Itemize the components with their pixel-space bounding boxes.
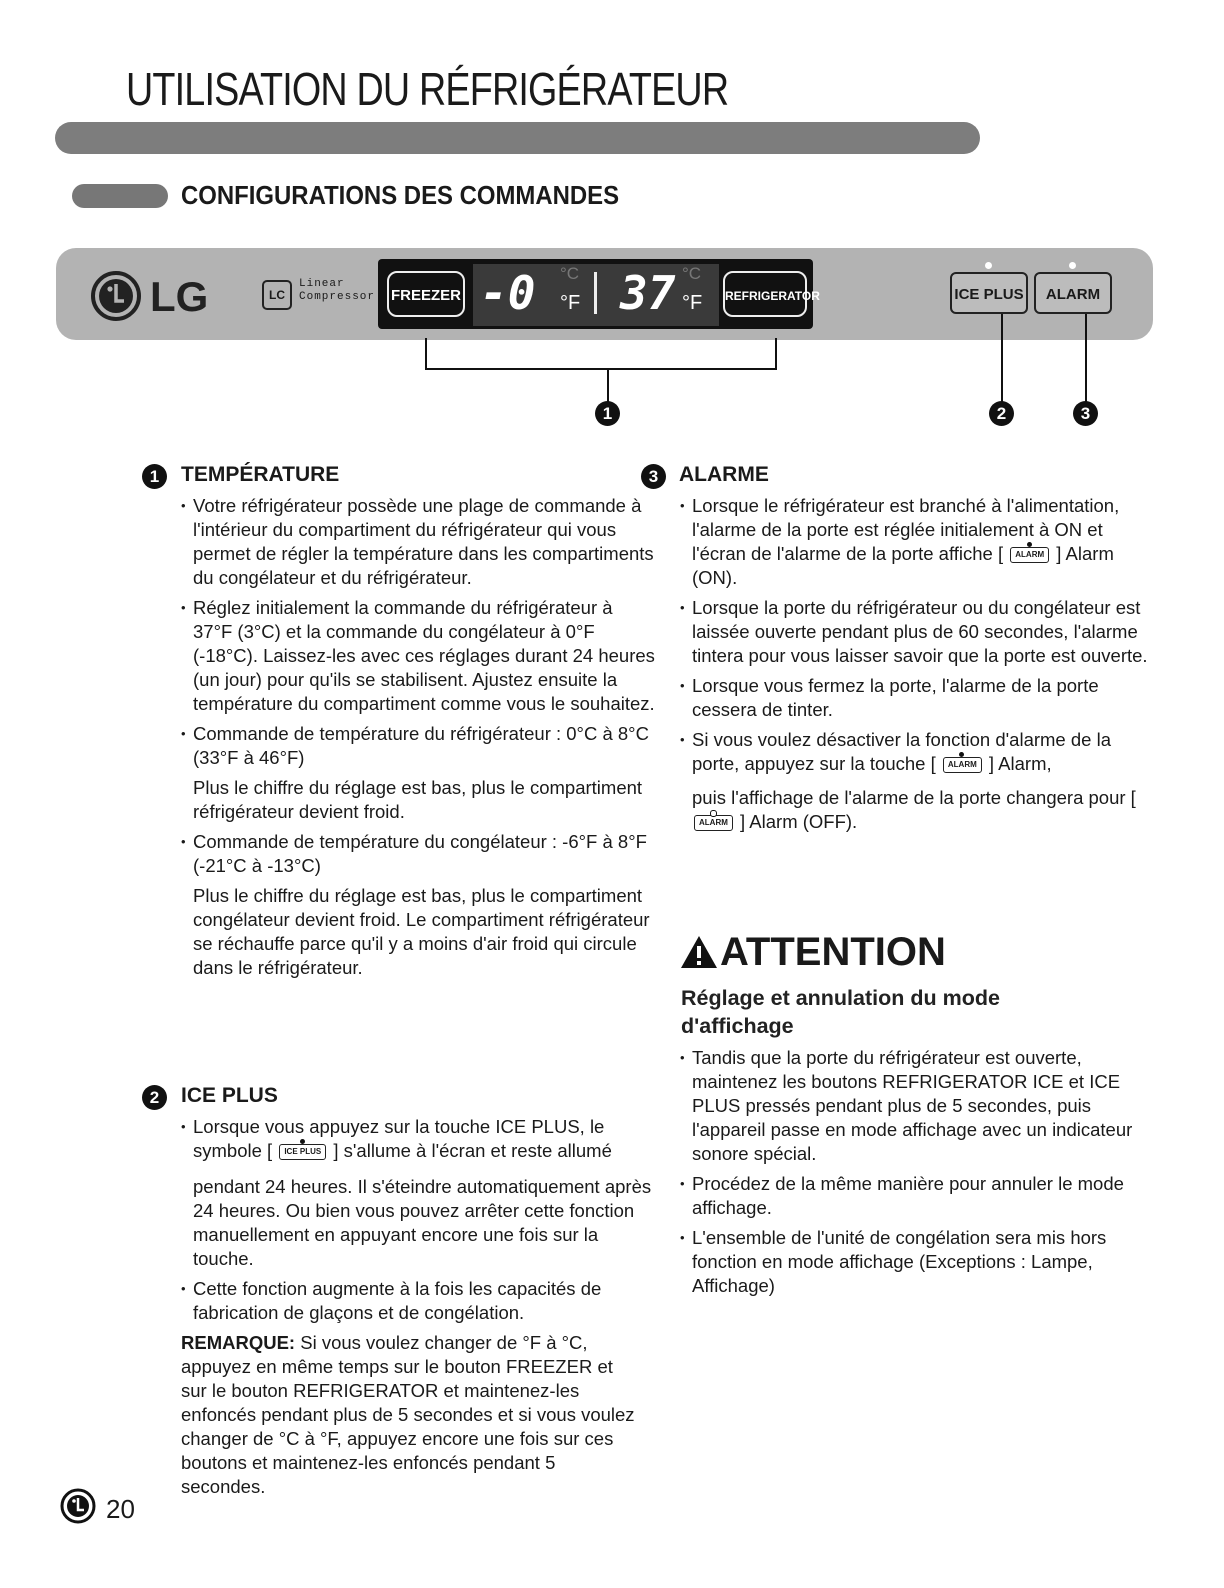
ice-plus-button[interactable]: ICE PLUS: [950, 272, 1028, 314]
list-item: [181, 1115, 655, 1163]
list-item: • Votre réfrigérateur possède une plage de commande à l'intérieur du compartiment du réfrigérateur qui vous permet de régler la température dans les compartiments du congélateur et du réfrigérateur.: [181, 494, 655, 590]
text: ] Alarm,: [988, 753, 1052, 774]
warning-icon: [680, 935, 718, 969]
list-item: [680, 494, 1160, 590]
remark-text: Si vous voulez changer de °F à °C, appuyez en même temps sur le bouton FREEZER et sur le bouton REFRIGERATOR et maintenez-les enfoncés pendant plus de 5 secondes et si vous voulez changer de °C à °F, appuyez encore une fois sur ces boutons et maintenez-les enfoncés pendant 5 secondes.: [181, 1332, 635, 1497]
paragraph: Plus le chiffre du réglage est bas, plus le compartiment congélateur devient froid. Le compartiment réfrigérateur se réchauffe parce qu'il y a moins d'air froid qui circule dans le réfrigérateur.: [193, 885, 650, 978]
remark: [181, 1331, 641, 1499]
list-item: • Cette fonction augmente à la fois les capacités de fabrication de glaçons et de congélation.: [181, 1277, 655, 1325]
list-item: • Procédez de la même manière pour annuler le mode affichage.: [680, 1172, 1150, 1220]
list-item: • L'ensemble de l'unité de congélation sera mis hors fonction en mode affichage (Exceptions : Lampe, Affichage): [680, 1226, 1150, 1298]
callout-line: [1001, 314, 1003, 402]
text: ] Alarm (OFF).: [740, 811, 858, 832]
attention-subtitle: Réglage et annulation du mode d'affichage: [681, 986, 1000, 1038]
remark-label: REMARQUE:: [181, 1332, 296, 1353]
refrigerator-button[interactable]: REFRIGERATOR: [723, 271, 807, 317]
alarme-body: [680, 494, 1160, 840]
callout-line: [607, 368, 609, 402]
alarm-button[interactable]: ALARM: [1034, 272, 1112, 314]
paragraph: pendant 24 heures. Il s'éteindre automatiquement après 24 heures. Ou bien vous pouvez arrêter cette fonction manuellement en appuyant encore une fois sur la touche.: [193, 1176, 652, 1269]
brand-name: LG: [150, 273, 209, 320]
list-item: • Lorsque la porte du réfrigérateur ou du congélateur est laissée ouverte pendant plus de 60 secondes, l'alarme tintera pour vous laisser savoir que la porte est ouverte.: [680, 596, 1160, 668]
callout-line: [775, 338, 777, 370]
temperature-body: [181, 494, 655, 986]
text: ] Alarm (ON).: [692, 543, 1114, 588]
callout-line: [425, 368, 777, 370]
lg-footer-logo-icon: [60, 1488, 96, 1524]
refrigerator-unit-f: °F: [682, 292, 703, 314]
section-number-1: 1: [142, 464, 167, 489]
section-number-2: 2: [142, 1085, 167, 1110]
freezer-unit-f: °F: [560, 292, 581, 314]
list-item: [680, 728, 1160, 776]
freezer-temperature: -0: [480, 266, 536, 320]
linear-compressor-icon: LC: [262, 280, 292, 310]
list-item: • Tandis que la porte du réfrigérateur est ouverte, maintenez les boutons REFRIGERATOR ICE et ICE PLUS pressés pendant plus de 5 secondes, puis l'appareil passe en mode affichage avec un indicateur sonore spécial.: [680, 1046, 1150, 1166]
alarme-heading: ALARME: [679, 463, 769, 486]
ice-plus-led: [985, 262, 992, 269]
freezer-unit-c: °C: [560, 264, 580, 283]
callout-line: [425, 338, 427, 370]
list-item: • Lorsque vous fermez la porte, l'alarme de la porte cessera de tinter.: [680, 674, 1160, 722]
ice-plus-icon: ICE PLUS: [279, 1144, 326, 1160]
ice-plus-body: [181, 1115, 655, 1499]
linear-compressor-label: Linear Compressor: [299, 278, 376, 303]
text: Si vous voulez désactiver la fonction d'alarme de la porte, appuyez sur la touche [: [692, 729, 1111, 774]
refrigerator-unit-c: °C: [682, 264, 702, 283]
lg-logo-icon: [90, 270, 142, 322]
freezer-button[interactable]: FREEZER: [387, 271, 465, 317]
text: Lorsque le réfrigérateur est branché à l'alimentation, l'alarme de la porte est réglée initialement à ON et l'écran de l'alarme de la porte affiche [: [692, 495, 1120, 564]
paragraph: Plus le chiffre du réglage est bas, plus le compartiment réfrigérateur devient froid.: [193, 777, 643, 822]
text: puis l'affichage de l'alarme de la porte changera pour [: [692, 787, 1136, 808]
attention-body: [680, 1046, 1150, 1304]
alarm-icon: ALARM: [943, 757, 982, 773]
callout-number-3: 3: [1073, 401, 1098, 426]
ice-plus-heading: ICE PLUS: [181, 1084, 278, 1107]
page-title: UTILISATION DU RÉFRIGÉRATEUR: [126, 63, 729, 115]
list-item: • Commande de température du réfrigérateur : 0°C à 8°C (33°F à 46°F): [181, 722, 655, 770]
section-number-3: 3: [641, 464, 666, 489]
callout-line: [1085, 314, 1087, 402]
alarm-off-icon: ALARM: [694, 815, 733, 831]
list-item: • Réglez initialement la commande du réfrigérateur à 37°F (3°C) et la commande du congélateur à 0°F (-18°C). Laissez-les avec ces réglages durant 24 heures (un jour) pour qu'ils se stabilisent. Ajustez ensuite la température du compartiment comme vous le souhaitez.: [181, 596, 655, 716]
attention-title: ATTENTION: [720, 930, 946, 974]
text: ] s'allume à l'écran et reste allumé: [333, 1140, 612, 1161]
callout-number-1: 1: [595, 401, 620, 426]
display-separator: [594, 272, 597, 314]
list-item: • Commande de température du congélateur : -6°F à 8°F (-21°C à -13°C): [181, 830, 655, 878]
temperature-heading: TEMPÉRATURE: [181, 463, 340, 486]
callout-number-2: 2: [989, 401, 1014, 426]
refrigerator-temperature: 37: [620, 266, 676, 320]
alarm-led: [1069, 262, 1076, 269]
section-title: CONFIGURATIONS DES COMMANDES: [181, 180, 620, 210]
page-number: 20: [106, 1494, 135, 1524]
paragraph: [680, 786, 1160, 834]
alarm-icon: ALARM: [1010, 547, 1049, 563]
section-marker: [72, 184, 168, 208]
text: Lorsque vous appuyez sur la touche ICE PLUS, le symbole [: [193, 1116, 605, 1161]
title-bar: [55, 122, 980, 154]
